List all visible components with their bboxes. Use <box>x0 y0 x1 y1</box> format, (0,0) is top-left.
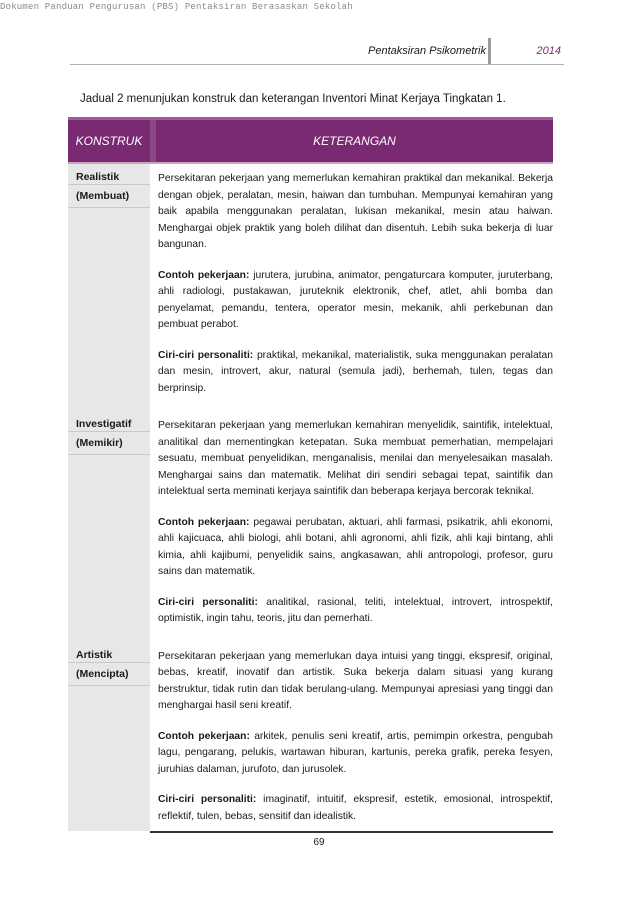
konstruk-sub: (Membuat) <box>68 184 150 208</box>
jobs-text: pegawai perubatan, aktuari, ahli farmasi, psikatrik, ahli ekonomi, ahli kajicuaca, ahli biologi, ahli botani, ahli agronomi, ahli fizik, ahli kaji bintang, ahli kimia, ahli kajibumi, penyelidik sains, angkasawan, ahli antropologi, profesor, guru sains dan matematik. <box>158 516 554 577</box>
table-row-realistik <box>68 164 553 411</box>
table-row-artistik <box>68 642 553 832</box>
konstruk-sub: (Mencipta) <box>68 662 150 686</box>
header-title: Pentaksiran Psikometrik <box>368 45 486 57</box>
konstruk-cell <box>68 642 150 832</box>
header-divider <box>488 38 491 64</box>
jobs-label: Contoh pekerjaan: <box>158 269 250 281</box>
jobs-text: jurutera, jurubina, animator, pengaturcara komputer, juruterbang, ahli radiologi, pustakawan, juruteknik elektronik, chef, atlet, ahli bomba dan penyelamat, pemandu, tentera, operator mesin, mekanik, ahli perkebunan dan pembuat perabot. <box>158 269 553 330</box>
keterangan-cell <box>150 164 553 411</box>
konstruk-cell <box>68 164 150 411</box>
header-konstruk: KONSTRUK <box>75 134 143 148</box>
header-year: 2014 <box>536 45 561 57</box>
table-row-investigatif <box>68 411 553 642</box>
traits-text: imaginatif, intuitif, ekspresif, estetik, emosional, introspektif, reflektif, tulen, bebas, sensitif dan idealistik. <box>158 794 553 822</box>
description-paragraph: Persekitaran pekerjaan yang memerlukan kemahiran menyelidik, saintifik, intelektual, analitikal dan mementingkan ketepatan. Suka membuat pemerhatian, mempelajari sesuatu, membuat penyelidikan, menganalisis, menilai dan menyelesaikan masalah. Menghargai sains dan matematik. Melihat diri sendiri sebagai tepat, saintifik dan intelektual serta meminati kerjaya saintifik dan beberapa kerjaya bercorak teknikal. <box>158 420 553 497</box>
table-header <box>68 117 553 164</box>
jobs-label: Contoh pekerjaan: <box>158 516 250 528</box>
konstruk-cell <box>68 411 150 642</box>
konstruk-sub: (Memikir) <box>68 431 150 455</box>
jobs-label: Contoh pekerjaan: <box>158 730 250 742</box>
jobs-paragraph <box>158 515 553 581</box>
traits-label: Ciri-ciri personaliti: <box>158 794 257 805</box>
traits-paragraph <box>158 792 553 825</box>
konstruk-name: Artistik <box>76 648 113 661</box>
description-paragraph: Persekitaran pekerjaan yang memerlukan daya intuisi yang tinggi, ekspresif, original, bebas, kreatif, inovatif dan artistik. Suka bekerja dalam situasi yang kurang berstruktur, tidak rutin dan tidak berulang-ulang. Mempunyai apresiasi yang tinggi dan menghargai hasil seni kreatif. <box>158 650 553 711</box>
header-keterangan: KETERANGAN <box>313 134 396 148</box>
keterangan-cell <box>150 411 553 642</box>
keterangan-cell <box>150 642 553 832</box>
konstruk-table <box>68 117 553 833</box>
table-bottom-rule <box>150 831 553 833</box>
traits-text: analitikal, rasional, teliti, intelektual, introvert, introspektif, optimistik, ingin tahu, teoris, jitu dan pemerhati. <box>158 596 553 624</box>
header-rule <box>70 64 564 65</box>
jobs-paragraph <box>158 729 553 779</box>
traits-text: praktikal, mekanikal, materialistik, suka menggunakan peralatan dan mesin, introvert, akur, natural (semula jadi), berhemah, tulen, tegas dan berprinsip. <box>158 349 553 394</box>
traits-label: Ciri-ciri personaliti: <box>158 596 258 608</box>
intro-text: Jadual 2 menunjukan konstruk dan keterangan Inventori Minat Kerjaya Tingkatan 1. <box>80 93 506 105</box>
konstruk-name: Investigatif <box>76 418 132 430</box>
konstruk-name: Realistik <box>76 171 120 183</box>
jobs-text: arkitek, penulis seni kreatif, artis, pemimpin orkestra, pengubah lagu, pengarang, pelukis, wartawan hiburan, kartunis, pereka grafik, pereka fesyen, juruhias dalaman, jurufoto, dan jurusolek. <box>158 730 553 775</box>
page-number: 69 <box>313 837 325 848</box>
traits-label: Ciri-ciri personaliti: <box>158 349 254 361</box>
traits-paragraph <box>158 595 553 628</box>
document-watermark: Dokumen Panduan Pengurusan (PBS) Pentaksiran Berasaskan Sekolah <box>0 2 353 12</box>
jobs-paragraph <box>158 268 553 334</box>
traits-paragraph <box>158 348 553 398</box>
description-paragraph: Persekitaran pekerjaan yang memerlukan kemahiran praktikal dan mekanikal. Bekerja dengan objek, peralatan, mesin, haiwan dan tumbuhan. Mempunyai kemahiran yang baik apabila menggunakan peralatan, lukisan mekanikal, mesin atau haiwan. Menghargai objek praktik yang boleh dilihat dan disentuh. Lebih suka bekerja di luar bangunan. <box>158 173 553 250</box>
